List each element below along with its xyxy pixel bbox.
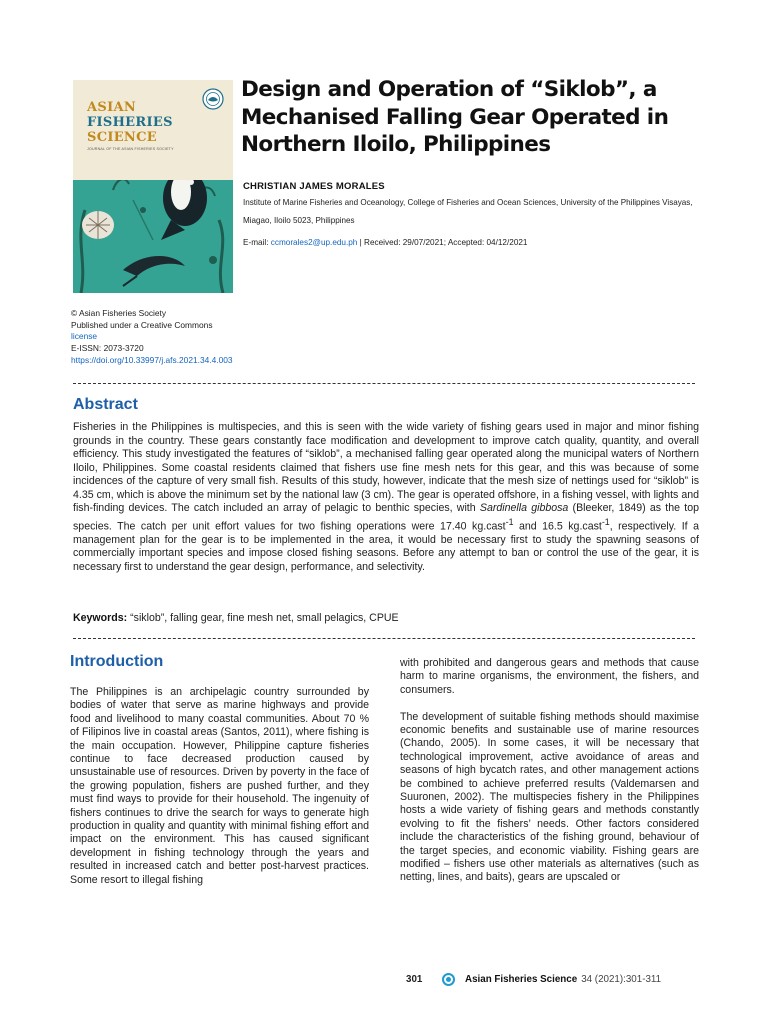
email-label: E-mail: — [243, 238, 269, 247]
contact-line — [243, 238, 527, 247]
page-number: 301 — [406, 973, 423, 985]
section-divider — [73, 383, 695, 384]
introduction-right-column — [400, 657, 699, 885]
publication-meta — [71, 308, 233, 367]
cover-title-line-1: ASIAN — [87, 100, 137, 115]
page-footer — [406, 972, 661, 986]
abstract-text: Fisheries in the Philippines is multispecies, and this is seen with the wide variety of fishing gears used in major and minor fishing grounds in the country. These gears constantly face modification and development to improve catch quality, quantity, and overall efficiency. This study investigated the features of “siklob”, a mechanised falling gear operated along the municipal waters of Northern Iloilo, Philippines. Some coastal residents claimed that fishers use fine mesh nets for this gear, and this was because of some incidences of the capture of very small fish. Results of this study, however, indicate that the mesh size of nettings used for “siklob” is 4.35 cm, which is above the minimum set by the national law (3 cm). The gear is operated offshore, in a fishing vessel, with lights and fish-finding devices. The catch included an array of pelagic to benthic species, with Sardinella gibbosa (Bleeker, 1849) as the top species. The catch per unit effort values for two fishing operations were 17.40 kg.cast$^{-1}$ and 16.5 kg.cast$^{-1}$, respectively. If a management plan for the gear is to be implemented in the area, it would be necessary first to study the spawning seasons of commercially important species and impose closed fishing seasons. Before any attempt to ban or control the use of the gear, it is necessary first to understand the gear design, performance, and selectivity. — [73, 421, 699, 573]
doi-link[interactable]: https://doi.org/10.33997/j.afs.2021.34.4.003 — [71, 354, 233, 365]
footer-journal-name: Asian Fisheries Science — [465, 973, 578, 985]
section-divider — [73, 638, 695, 639]
cover-subtitle: JOURNAL OF THE ASIAN FISHERIES SOCIETY — [87, 147, 174, 151]
author-affiliation: Institute of Marine Fisheries and Oceanology, College of Fisheries and Ocean Sciences, University of the Philippines Visayas, Miagao, Iloilo 5023, Philippines — [243, 198, 693, 225]
introduction-paragraph: The development of suitable fishing methods should maximise economic benefits and sustainable use of marine resources (Chando, 2005). In some cases, it will be necessary that technological improvement, active avoidance of areas and seasons of high bycatch rates, and other management actions be combined to achieve preferred results (Valdemarsen and Suuronen, 2002). The multispecies fishery in the Philippines hosts a wide variety of fishing gears and methods constantly evolving to fit the fishers’ needs. Other factors considered include the characteristics of the fishing ground, behaviour of the target species, and economic viability. Fishing gears are modified – fishers use other materials as alternatives (such as netting, lines, and baits), gears are upscaled or — [400, 710, 699, 884]
cover-title-line-2: FISHERIES — [87, 115, 173, 130]
received-accepted-dates: | Received: 29/07/2021; Accepted: 04/12/2021 — [359, 238, 528, 247]
introduction-heading: Introduction — [70, 653, 164, 670]
journal-cover-image — [73, 80, 233, 293]
society-seal-icon — [202, 88, 224, 110]
cover-title-line-3: SCIENCE — [87, 130, 157, 145]
species-name: Sardinella gibbosa — [479, 502, 569, 514]
abstract-heading: Abstract — [73, 396, 138, 413]
journal-bullet-icon — [442, 973, 455, 986]
copyright-notice: © Asian Fisheries Society — [71, 308, 167, 318]
keywords-label: Keywords: — [73, 612, 128, 624]
article-title: Design and Operation of “Siklob”, a Mechanised Falling Gear Operated in Northern Iloilo, Philippines — [241, 77, 669, 157]
license-link[interactable]: license — [71, 331, 98, 342]
author-email-link[interactable]: ccmorales2@up.edu.ph — [270, 238, 358, 247]
introduction-left-column: The Philippines is an archipelagic country surrounded by bodies of water that serve as marine highways and provide food and livelihood to many coastal communities. About 70 % of Filipinos live in coastal areas (Santos, 2011), where fishing is the main occupation. However, Philippine capture fisheries continue to face decreased production caused by unsustainable use of resources. Driven by poverty in the face of the growing population, fishers are pushed further, and they must find ways to provide for their household. The ingenuity of fishers continues to drive the search for ways to generate high production in quality and quantity with minimal fishing effort and impact on the environment. This has caused significant development in fishing technology through the years and resulted in increased catch and better post-harvest practices. Some resort to illegal fishing — [70, 686, 369, 886]
eissn: E-ISSN: 2073-3720 — [71, 343, 144, 354]
author-name: CHRISTIAN JAMES MORALES — [243, 181, 385, 192]
creative-commons-notice: Published under a Creative Commons — [71, 319, 213, 330]
footer-volume: 34 (2021):301-311 — [581, 973, 662, 985]
keywords-list: “siklob”, falling gear, fine mesh net, small pelagics, CPUE — [127, 612, 399, 624]
keywords-line — [73, 612, 399, 624]
cover-title-panel — [73, 80, 233, 180]
introduction-paragraph: with prohibited and dangerous gears and methods that cause harm to marine organisms, the environment, the fishers, and consumers. — [400, 657, 699, 696]
